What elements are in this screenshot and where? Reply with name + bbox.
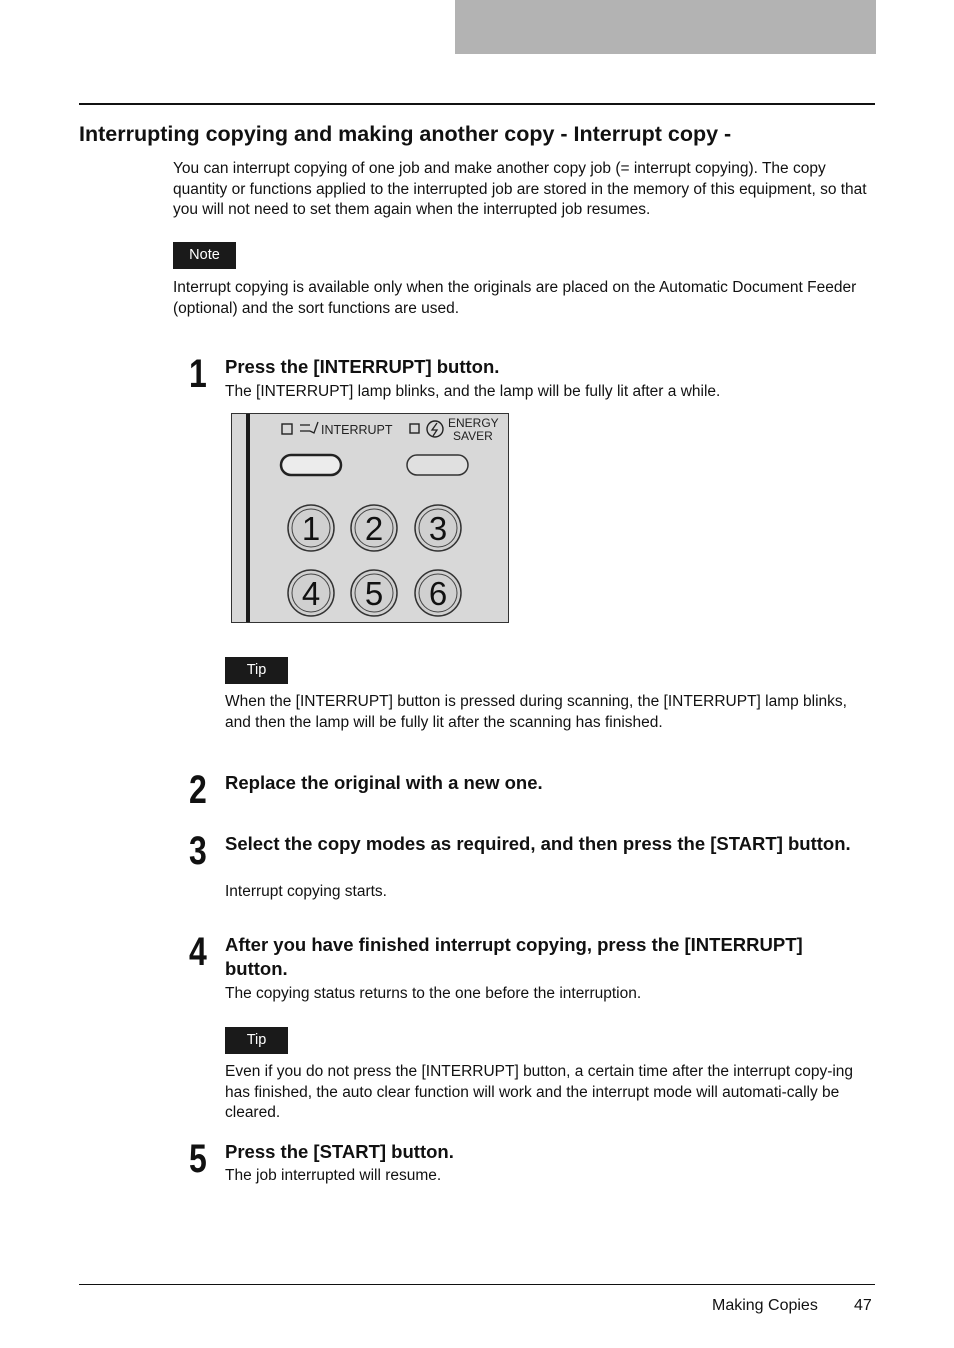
intro-paragraph: You can interrupt copying of one job and make another copy job (= interrupt copying). The copy quantity or functions applied to the interrupted job are stored in the memory of this equipment, so that you will not need to set them again when the interrupted job resumes. — [173, 160, 867, 218]
key-1-label: 1 — [301, 510, 321, 547]
key-5-label: 5 — [364, 575, 384, 612]
bottom-rule — [79, 1284, 875, 1285]
step-4-heading: After you have finished interrupt copying, press the [INTERRUPT] button. — [225, 934, 803, 979]
tip-label-step-4: Tip — [225, 1027, 288, 1054]
step-3-heading: Select the copy modes as required, and then press the [START] button. — [225, 833, 851, 854]
control-panel-drawing — [232, 414, 509, 623]
key-3 — [415, 505, 461, 551]
step-1-heading: Press the [INTERRUPT] button. — [225, 356, 500, 377]
interrupt-button — [281, 455, 341, 475]
control-panel-illustration — [231, 413, 509, 623]
energy-saver-label-line1: ENERGY — [448, 416, 499, 430]
key-4 — [288, 570, 334, 616]
key-3-label: 3 — [428, 510, 448, 547]
interrupt-label: INTERRUPT — [321, 423, 393, 437]
energy-saver-button — [407, 455, 468, 475]
step-3-number: 3 — [189, 829, 207, 873]
step-3-body: Interrupt copying starts. — [225, 883, 387, 900]
key-5 — [351, 570, 397, 616]
tip-label-step-1: Tip — [225, 657, 288, 684]
energy-saver-lamp-indicator — [410, 424, 419, 433]
step-2-number: 2 — [189, 768, 207, 812]
key-2 — [351, 505, 397, 551]
step-5-number: 5 — [189, 1137, 207, 1181]
key-6 — [415, 570, 461, 616]
keypad — [288, 505, 461, 616]
note-label: Note — [173, 242, 236, 269]
tip-text-step-1: When the [INTERRUPT] button is pressed during scanning, the [INTERRUPT] lamp blinks, and then the lamp will be fully lit after the scanning has finished. — [225, 693, 847, 731]
note-text: Interrupt copying is available only when the originals are placed on the Automatic Document Feeder (optional) and the sort functions are used. — [173, 279, 857, 317]
step-2-heading: Replace the original with a new one. — [225, 772, 543, 793]
footer-section-name: Making Copies — [712, 1297, 818, 1314]
key-4-label: 4 — [301, 575, 321, 612]
tip-text-step-4: Even if you do not press the [INTERRUPT] button, a certain time after the interrupt copy-ing has finished, the auto clear function will work and the interrupt mode will automati-cally be cleared. — [225, 1063, 854, 1121]
step-1-number: 1 — [189, 352, 207, 396]
section-title: Interrupting copying and making another copy - Interrupt copy - — [79, 122, 732, 146]
top-rule — [79, 103, 875, 105]
step-4-body: The copying status returns to the one before the interruption. — [225, 985, 642, 1002]
header-tab — [455, 0, 876, 54]
step-5-heading: Press the [START] button. — [225, 1141, 454, 1162]
energy-saver-label-line2: SAVER — [453, 429, 493, 443]
energy-saver-icon — [427, 421, 443, 437]
key-6-label: 6 — [428, 575, 448, 612]
step-4-number: 4 — [189, 930, 207, 974]
step-5-body: The job interrupted will resume. — [225, 1167, 442, 1184]
step-1-body: The [INTERRUPT] lamp blinks, and the lamp will be fully lit after a while. — [225, 383, 721, 400]
footer-page-number: 47 — [854, 1297, 872, 1314]
key-1 — [288, 505, 334, 551]
key-2-label: 2 — [364, 510, 384, 547]
interrupt-lamp-indicator — [282, 424, 292, 434]
interrupt-icon — [300, 422, 318, 433]
